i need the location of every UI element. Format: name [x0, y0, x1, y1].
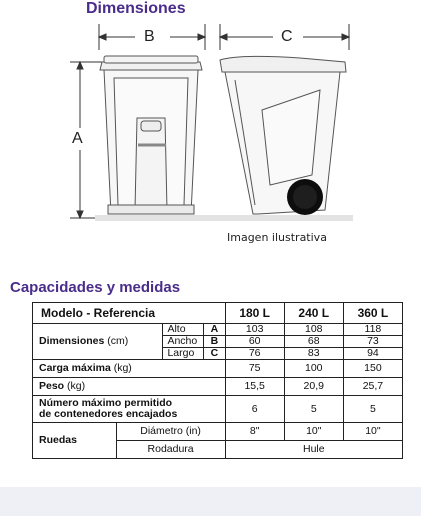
tread-label: Rodadura	[116, 441, 225, 459]
dimensions-label: Dimensiones (cm)	[33, 324, 163, 360]
table-cell: 8"	[225, 423, 284, 441]
dim-name: Alto	[163, 324, 204, 336]
dim-letter: B	[204, 336, 225, 348]
table-cell: 10"	[284, 423, 343, 441]
load-label: Carga máxima (kg)	[33, 360, 226, 378]
table-cell: 15,5	[225, 378, 284, 396]
table-cell: 68	[284, 336, 343, 348]
col-240-header: 240 L	[284, 303, 343, 324]
table-cell: 60	[225, 336, 284, 348]
table-cell: 20,9	[284, 378, 343, 396]
table-cell: 103	[225, 324, 284, 336]
bin-side-view	[220, 56, 346, 214]
floor	[95, 215, 353, 221]
footer-band	[0, 487, 421, 516]
table-cell: 94	[343, 348, 402, 360]
table-cell: 75	[225, 360, 284, 378]
table-cell: 5	[343, 396, 402, 423]
col-180-header: 180 L	[225, 303, 284, 324]
table-cell: 5	[284, 396, 343, 423]
table-row	[33, 396, 403, 423]
table-row	[33, 360, 403, 378]
dim-letter: C	[204, 348, 225, 360]
weight-label: Peso (kg)	[33, 378, 226, 396]
table-cell: 73	[343, 336, 402, 348]
spec-table	[32, 302, 403, 459]
diameter-label: Diámetro (in)	[116, 423, 225, 441]
table-cell: 10"	[343, 423, 402, 441]
wheels-label: Ruedas	[33, 423, 117, 459]
model-header: Modelo - Referencia	[33, 303, 226, 324]
dim-name: Largo	[163, 348, 204, 360]
table-header-row	[33, 303, 403, 324]
bin-drawing	[0, 0, 421, 240]
capacities-title: Capacidades y medidas	[10, 279, 181, 296]
dimension-b-label: B	[144, 28, 155, 45]
table-row	[33, 378, 403, 396]
bin-front-view	[100, 56, 202, 214]
dim-name: Ancho	[163, 336, 204, 348]
table-cell: 108	[284, 324, 343, 336]
table-cell: 150	[343, 360, 402, 378]
table-row	[33, 324, 403, 336]
dim-letter: A	[204, 324, 225, 336]
dimension-a-label: A	[72, 130, 83, 147]
dimension-c-label: C	[281, 28, 293, 45]
table-row	[33, 423, 403, 441]
table-cell: 76	[225, 348, 284, 360]
dimensions-title: Dimensiones	[86, 0, 186, 17]
table-cell: 100	[284, 360, 343, 378]
tread-value: Hule	[225, 441, 402, 459]
col-360-header: 360 L	[343, 303, 402, 324]
table-cell: 6	[225, 396, 284, 423]
table-cell: 118	[343, 324, 402, 336]
nested-label: Número máximo permitido de contenedores encajados	[33, 396, 226, 423]
image-caption: Imagen ilustrativa	[227, 231, 327, 244]
table-cell: 83	[284, 348, 343, 360]
table-cell: 25,7	[343, 378, 402, 396]
